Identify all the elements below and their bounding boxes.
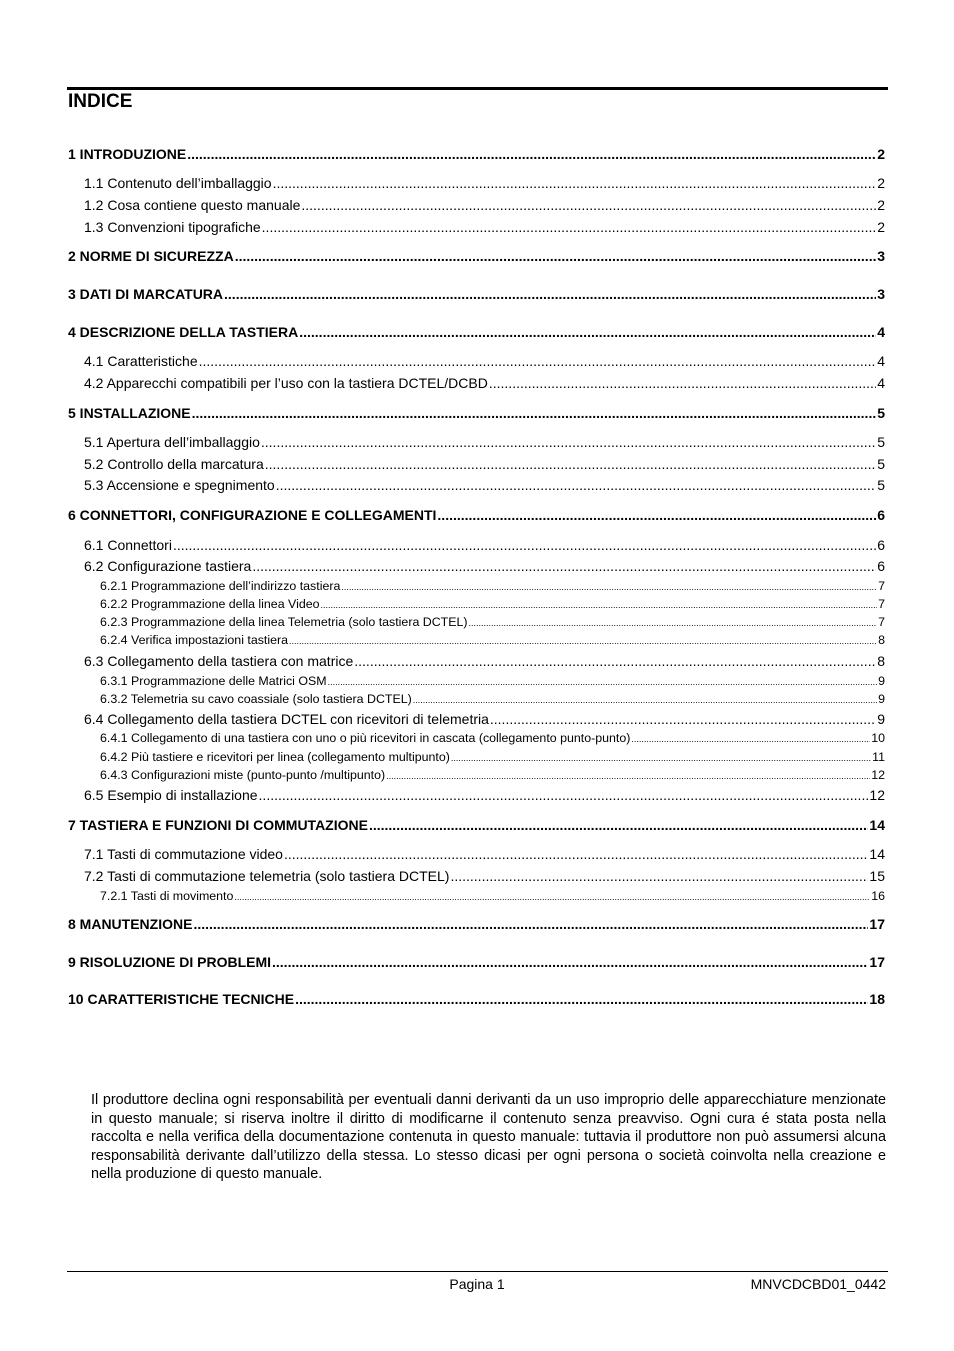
toc-entry-label: 1.2 Cosa contiene questo manuale: [84, 197, 301, 213]
toc-leader: [450, 868, 868, 884]
toc-entry-label: 7.2.1 Tasti di movimento: [100, 889, 234, 903]
toc-leader: [490, 711, 876, 727]
toc-entry[interactable]: [68, 916, 885, 932]
toc-leader: [386, 769, 870, 783]
toc-leader: [451, 751, 871, 765]
toc-entry-label: 6.4.2 Più tastiere e ricevitori per linea (collegamento multipunto): [100, 750, 450, 764]
toc-leader: [489, 375, 876, 391]
toc-entry-page: 8: [877, 653, 885, 669]
toc-entry-page: 7: [878, 615, 885, 629]
toc-entry[interactable]: [84, 653, 885, 669]
toc-entry[interactable]: [84, 434, 885, 450]
toc-leader: [273, 175, 877, 191]
toc-leader: [193, 916, 868, 932]
toc-entry[interactable]: [68, 991, 885, 1007]
toc-entry-page: 9: [877, 711, 885, 727]
toc-leader: [354, 653, 876, 669]
toc-entry[interactable]: [84, 846, 885, 862]
toc-entry-page: 5: [877, 456, 885, 472]
toc-leader: [437, 507, 876, 523]
toc-leader: [187, 146, 876, 162]
toc-entry[interactable]: [84, 456, 885, 472]
toc-entry[interactable]: [100, 597, 885, 612]
toc-entry-page: 16: [871, 889, 885, 903]
toc-entry-label: 6.3 Collegamento della tastiera con matrice: [84, 653, 354, 669]
toc-entry-page: 10: [871, 731, 885, 745]
toc-entry-label: 6.3.1 Programmazione delle Matrici OSM: [100, 674, 327, 688]
toc-entry-label: 6.2.2 Programmazione della linea Video: [100, 597, 320, 611]
toc-entry-page: 9: [878, 674, 885, 688]
toc-entry-page: 17: [869, 916, 885, 932]
toc-entry-label: 6 CONNETTORI, CONFIGURAZIONE E COLLEGAMENTI: [68, 507, 437, 523]
toc-entry-label: 7.2 Tasti di commutazione telemetria (solo tastiera DCTEL): [84, 868, 450, 884]
toc-entry[interactable]: [84, 375, 885, 391]
toc-leader: [173, 537, 876, 553]
toc-entry-page: 5: [877, 434, 885, 450]
toc-leader: [262, 219, 877, 235]
page-title: INDICE: [68, 91, 133, 112]
toc-leader: [321, 598, 878, 612]
toc-entry-page: 14: [869, 846, 885, 862]
toc-entry[interactable]: [84, 353, 885, 369]
toc-leader: [261, 434, 876, 450]
toc-entry-page: 18: [869, 991, 885, 1007]
toc-entry[interactable]: [100, 615, 885, 630]
toc-entry-page: 2: [877, 175, 885, 191]
toc-entry-page: 7: [878, 597, 885, 611]
toc-entry-label: 5.2 Controllo della marcatura: [84, 456, 264, 472]
toc-leader: [369, 817, 868, 833]
toc-entry-label: 4.1 Caratteristiche: [84, 353, 198, 369]
toc-leader: [259, 787, 869, 803]
toc-entry-page: 6: [877, 558, 885, 574]
toc-entry-label: 4.2 Apparecchi compatibili per l’uso con la tastiera DCTEL/DCBD: [84, 375, 488, 391]
toc-entry[interactable]: [100, 889, 885, 904]
toc-entry-page: 2: [877, 219, 885, 235]
toc-entry[interactable]: [68, 405, 885, 421]
toc-entry-page: 4: [877, 375, 885, 391]
toc-entry-label: 1.1 Contenuto dell’imballaggio: [84, 175, 272, 191]
toc-entry[interactable]: [68, 248, 885, 264]
toc-entry-page: 14: [869, 817, 885, 833]
toc-entry-page: 12: [871, 768, 885, 782]
toc-leader: [631, 732, 870, 746]
toc-entry-label: 6.4.3 Configurazioni miste (punto-punto /multipunto): [100, 768, 386, 782]
toc-entry-label: 5.3 Accensione e spegnimento: [84, 477, 275, 493]
footer-document-code: MNVCDCBD01_0442: [750, 1276, 886, 1292]
toc-entry-page: 12: [869, 787, 885, 803]
toc-entry[interactable]: [84, 175, 885, 191]
toc-entry[interactable]: [100, 674, 885, 689]
toc-entry[interactable]: [68, 507, 885, 523]
toc-entry[interactable]: [100, 633, 885, 648]
toc-entry-page: 11: [872, 750, 885, 764]
toc-entry-page: 8: [878, 633, 885, 647]
toc-entry[interactable]: [100, 750, 885, 765]
toc-leader: [199, 353, 877, 369]
toc-entry-page: 2: [877, 197, 885, 213]
toc-entry[interactable]: [68, 146, 885, 162]
toc-entry-page: 5: [877, 405, 885, 421]
toc-entry-page: 5: [877, 477, 885, 493]
toc-entry[interactable]: [84, 711, 885, 727]
footer-page-number: Pagina 1: [449, 1276, 505, 1292]
toc-leader: [469, 616, 878, 630]
toc-entry[interactable]: [100, 692, 885, 707]
toc-entry-label: 5.1 Apertura dell’imballaggio: [84, 434, 260, 450]
toc-leader: [301, 197, 876, 213]
toc-leader: [272, 954, 868, 970]
toc-entry-label: 8 MANUTENZIONE: [68, 916, 193, 932]
toc-leader: [284, 846, 868, 862]
toc-entry[interactable]: [100, 768, 885, 783]
toc-entry-page: 6: [877, 537, 885, 553]
toc-entry[interactable]: [68, 286, 885, 302]
toc-entry-label: 7 TASTIERA E FUNZIONI DI COMMUTAZIONE: [68, 817, 368, 833]
toc-entry-label: 6.2.4 Verifica impostazioni tastiera: [100, 633, 289, 647]
toc-leader: [276, 477, 877, 493]
toc-entry[interactable]: [84, 868, 885, 884]
toc-entry-page: 3: [877, 248, 885, 264]
toc-leader: [224, 286, 876, 302]
toc-leader: [341, 580, 877, 594]
toc-entry-label: 7.1 Tasti di commutazione video: [84, 846, 283, 862]
toc-entry-label: 6.4 Collegamento della tastiera DCTEL con ricevitori di telemetria: [84, 711, 489, 727]
toc-entry[interactable]: [84, 219, 885, 235]
toc-entry[interactable]: [84, 537, 885, 553]
toc-leader: [295, 991, 868, 1007]
toc-entry[interactable]: [84, 787, 885, 803]
toc-entry-page: 9: [878, 692, 885, 706]
toc-leader: [192, 405, 877, 421]
toc-leader: [235, 248, 877, 264]
toc-entry[interactable]: [84, 558, 885, 574]
toc-entry-label: 2 NORME DI SICUREZZA: [68, 248, 234, 264]
toc-entry-label: 6.2.3 Programmazione della linea Telemetria (solo tastiera DCTEL): [100, 615, 468, 629]
toc-leader: [252, 558, 876, 574]
toc-entry-page: 4: [877, 324, 885, 340]
toc-entry[interactable]: [68, 324, 885, 340]
toc-entry[interactable]: [84, 197, 885, 213]
toc-leader: [413, 693, 877, 707]
toc-entry[interactable]: [100, 579, 885, 594]
toc-leader: [299, 324, 876, 340]
toc-entry[interactable]: [84, 477, 885, 493]
toc-entry-label: 6.3.2 Telemetria su cavo coassiale (solo tastiera DCTEL): [100, 692, 412, 706]
toc-entry-page: 7: [878, 579, 885, 593]
toc-entry[interactable]: [68, 817, 885, 833]
toc-leader: [265, 456, 876, 472]
disclaimer-paragraph: Il produttore declina ogni responsabilità per eventuali danni derivanti da un uso improprio delle apparecchiature menzionate in questo manuale; si riserva inoltre il diritto di modificarne il contenuto senza preavviso. Ogni cura é stata posta nella raccolta e nella verifica della documentazione contenuta in questo manuale: tuttavia il produttore non può assumersi alcuna responsabilità derivante dall’utilizzo della stessa. Lo stesso dicasi per ogni persona o società coinvolta nella creazione e nella produzione di questo manuale.: [91, 1092, 886, 1183]
toc-entry-label: 6.2 Configurazione tastiera: [84, 558, 252, 574]
toc-leader: [289, 634, 877, 648]
toc-entry-label: 5 INSTALLAZIONE: [68, 405, 191, 421]
toc-entry-label: 4 DESCRIZIONE DELLA TASTIERA: [68, 324, 299, 340]
toc-entry-page: 3: [877, 286, 885, 302]
toc-entry-page: 17: [869, 954, 885, 970]
toc-entry-page: 6: [877, 507, 885, 523]
toc-entry-page: 15: [869, 868, 885, 884]
toc-leader: [328, 675, 878, 689]
toc-entry-label: 3 DATI DI MARCATURA: [68, 286, 224, 302]
toc-entry-label: 10 CARATTERISTICHE TECNICHE: [68, 991, 295, 1007]
toc-entry-label: 1.3 Convenzioni tipografiche: [84, 219, 261, 235]
toc-entry-label: 6.2.1 Programmazione dell’indirizzo tastiera: [100, 579, 341, 593]
toc-entry-label: 6.5 Esempio di installazione: [84, 787, 258, 803]
footer-rule: [67, 1271, 888, 1272]
toc-entry-label: 6.4.1 Collegamento di una tastiera con uno o più ricevitori in cascata (collegamento punto-punto): [100, 731, 631, 745]
toc-entry[interactable]: [100, 731, 885, 746]
toc-entry-label: 6.1 Connettori: [84, 537, 172, 553]
toc-entry[interactable]: [68, 954, 885, 970]
toc-entry-page: 2: [877, 146, 885, 162]
toc-leader: [234, 890, 870, 904]
toc-entry-label: 9 RISOLUZIONE DI PROBLEMI: [68, 954, 272, 970]
toc-entry-label: 1 INTRODUZIONE: [68, 146, 187, 162]
toc-entry-page: 4: [877, 353, 885, 369]
